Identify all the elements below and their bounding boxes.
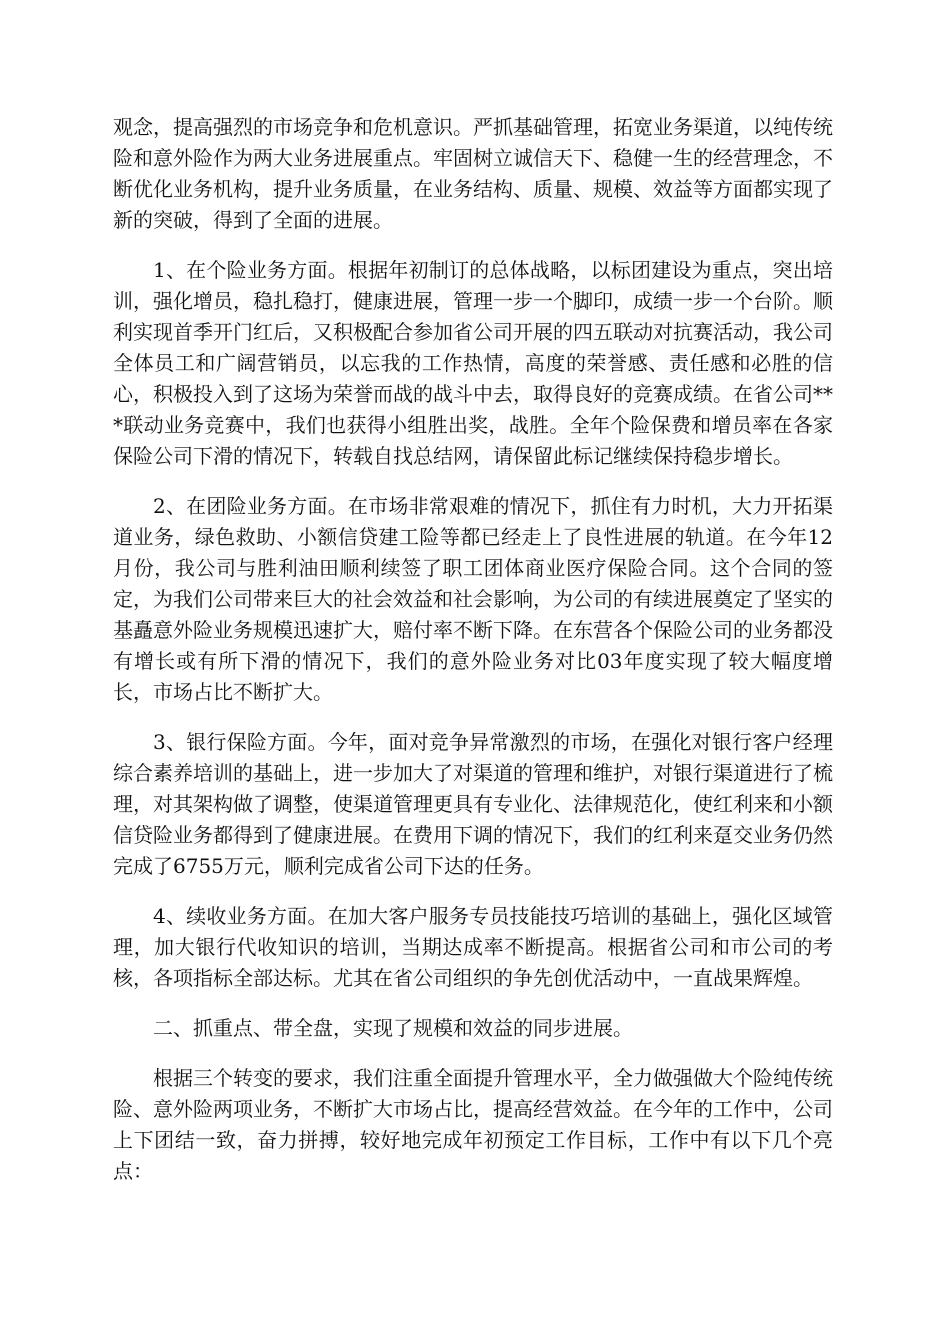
paragraph-intro: 观念，提高强烈的市场竞争和危机意识。严抓基础管理，拓宽业务渠道，以纯传统险和意外险作为两大业务进展重点。牢固树立诚信天下、稳健一生的经营理念，不断优化业务机构，提升业务质量，在业务结构、质量、规模、效益等方面都实现了新的突破，得到了全面的进展。 <box>113 115 833 232</box>
paragraph-highlights-intro: 根据三个转变的要求，我们注重全面提升管理水平，全力做强做大个险纯传统险、意外险两项业务，不断扩大市场占比，提高经营效益。在今年的工作中，公司上下团结一致，奋力拼搏，较好地完成年初预定工作目标，工作中有以下几个亮点： <box>113 1066 833 1183</box>
paragraph-bank-insurance: 3、银行保险方面。今年，面对竞争异常激烈的市场，在强化对银行客户经理综合素养培训的基础上，进一步加大了对渠道的管理和维护，对银行渠道进行了梳理，对其架构做了调整，使渠道管理更具有专业化、法律规范化，使红利来和小额信贷险业务都得到了健康进展。在费用下调的情况下，我们的红利来趸交业务仍然完成了6755万元，顺利完成省公司下达的任务。 <box>113 730 833 878</box>
document-body <box>113 112 833 1206</box>
section-heading: 二、抓重点、带全盘，实现了规模和效益的同步进展。 <box>153 1016 633 1040</box>
paragraph-individual-insurance: 1、在个险业务方面。根据年初制订的总体战略，以标团建设为重点，突出培训，强化增员，稳扎稳打，健康进展，管理一步一个脚印，成绩一步一个台阶。顺利实现首季开门红后，又积极配合参加省公司开展的四五联动对抗赛活动，我公司全体员工和广阔营销员，以忘我的工作热情，高度的荣誉感、责任感和必胜的信心，积极投入到了这场为荣誉而战的战斗中去，取得良好的竞赛成绩。在省公司***联动业务竞赛中，我们也获得小组胜出奖，战胜。全年个险保费和增员率在各家保险公司下滑的情况下，转载自找总结网，请保留此标记继续保持稳步增长。 <box>113 258 833 468</box>
paragraph-group-insurance: 2、在团险业务方面。在市场非常艰难的情况下，抓住有力时机，大力开拓渠道业务，绿色救助、小额信贷建工险等都已经走上了良性进展的轨道。在今年12月份，我公司与胜利油田顺利续签了职工团体商业医疗保险合同。这个合同的签定，为我们公司带来巨大的社会效益和社会影响，为公司的有续进展奠定了坚实的基矗意外险业务规模迅速扩大，赔付率不断下降。在东营各个保险公司的业务都没有增长或有所下滑的情况下，我们的意外险业务对比03年度实现了较大幅度增长，市场占比不断扩大。 <box>113 494 833 704</box>
paragraph-renewal-business: 4、续收业务方面。在加大客户服务专员技能技巧培训的基础上，强化区域管理，加大银行代收知识的培训，当期达成率不断提高。根据省公司和市公司的考核，各项指标全部达标。尤其在省公司组织的争先创优活动中，一直战果辉煌。 <box>113 904 833 990</box>
